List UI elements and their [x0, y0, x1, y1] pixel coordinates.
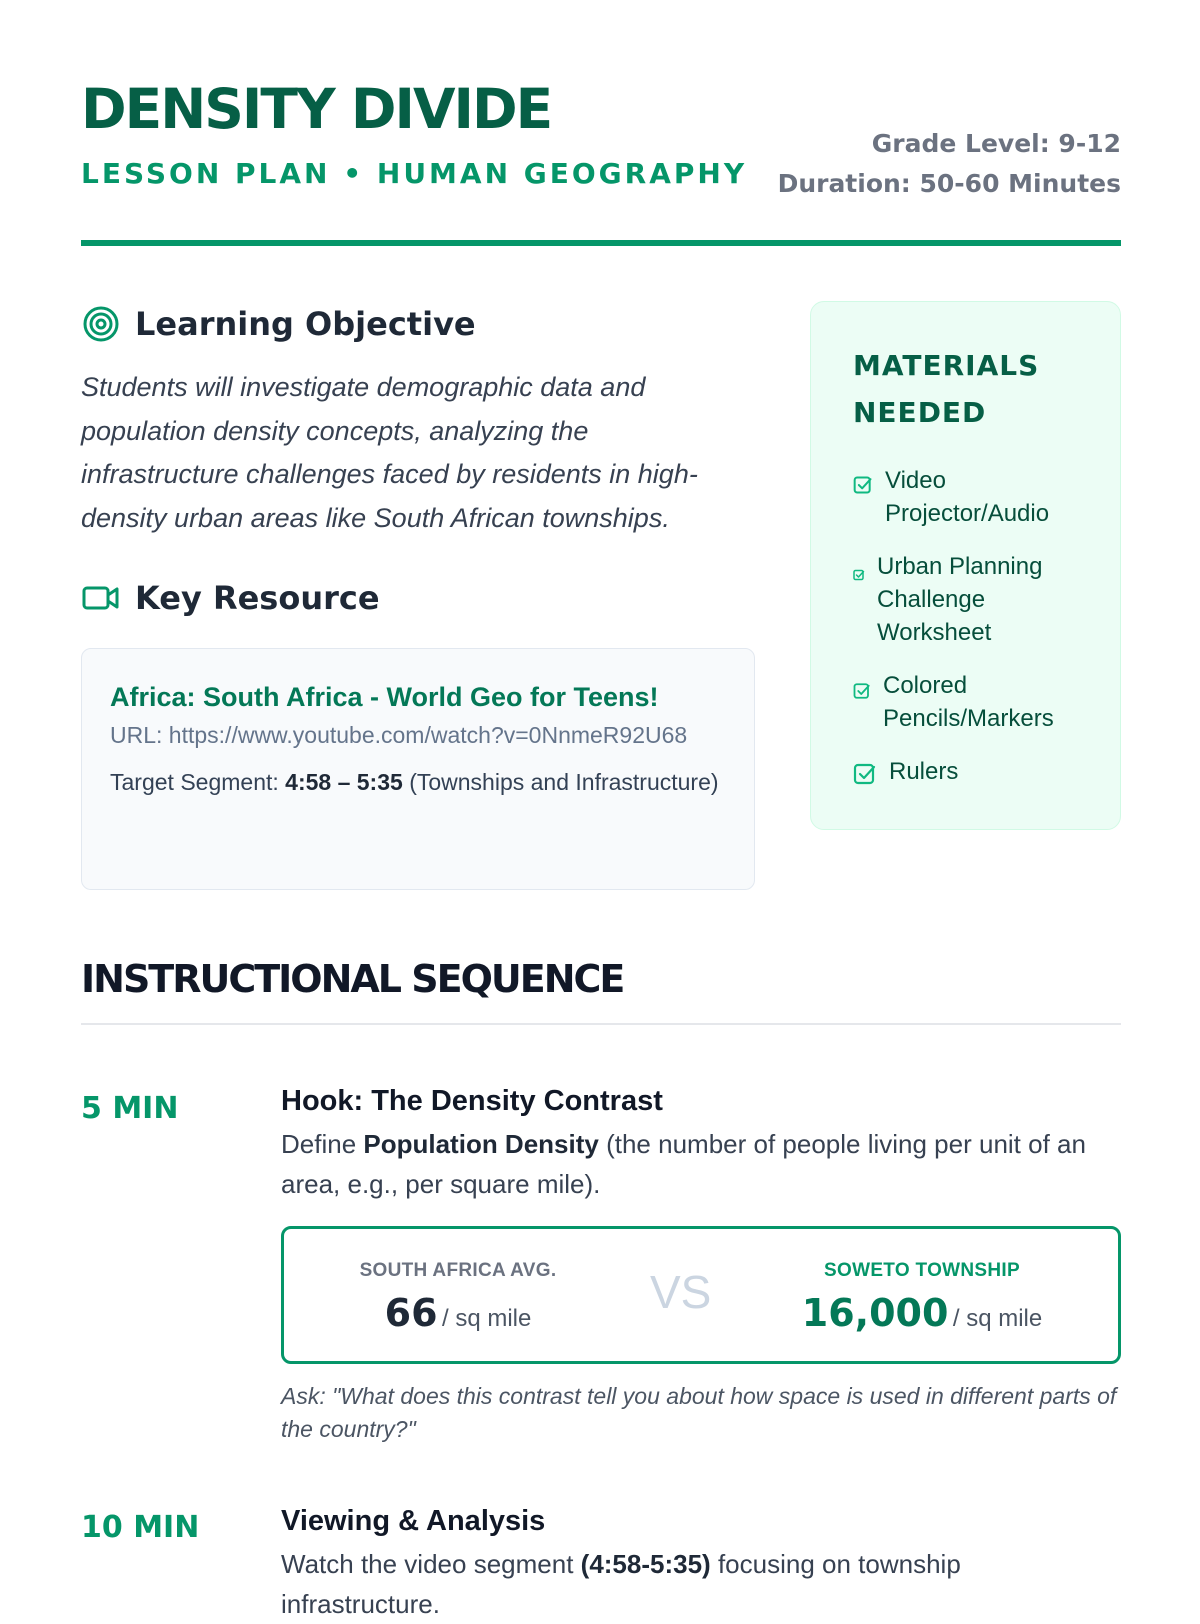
check-square-icon — [853, 762, 877, 795]
target-icon — [81, 304, 121, 344]
step-text-pre: Define — [281, 1129, 357, 1159]
material-label: Video Projector/Audio — [885, 467, 1050, 527]
grade-level: Grade Level: 9-12 — [871, 129, 1121, 158]
video-camera-icon — [81, 578, 121, 618]
header-divider — [81, 240, 1121, 246]
url-value[interactable]: https://www.youtube.com/watch?v=0NnmeR92U68 — [168, 722, 688, 748]
step-text-bold: (4:58-5:35) — [580, 1549, 711, 1579]
step-text-bold: Population Density — [363, 1129, 599, 1159]
resource-title-link[interactable]: Africa: South Africa - World Geo for Teens! — [110, 682, 659, 712]
page-subtitle: LESSON PLAN • HUMAN GEOGRAPHY — [81, 157, 748, 190]
page-title: DENSITY DIVIDE — [81, 77, 552, 141]
segment-label: Target Segment: — [110, 769, 279, 795]
comparison-left-number: 66 — [384, 1291, 438, 1335]
step-time: 5 MIN — [81, 1091, 179, 1126]
material-item — [853, 755, 1082, 795]
materials-heading: MATERIALS NEEDED — [853, 349, 1040, 429]
duration: Duration: 50-60 Minutes — [777, 169, 1121, 198]
comparison-right-unit: / sq mile — [952, 1305, 1043, 1332]
comparison-left-label: SOUTH AFRICA AVG. — [359, 1260, 557, 1281]
check-square-icon — [853, 557, 865, 590]
sequence-heading: INSTRUCTIONAL SEQUENCE — [81, 957, 624, 1001]
resource-heading — [81, 576, 380, 620]
density-comparison — [281, 1226, 1121, 1364]
material-label: Urban Planning Challenge Worksheet — [877, 553, 1043, 646]
objective-heading — [81, 302, 476, 346]
step-text-post: focusing on township infrastructure. — [281, 1549, 961, 1619]
step-body — [281, 1502, 1121, 1624]
target-segment — [110, 766, 726, 799]
discussion-question: Ask: "What does this contrast tell you about how space is used in different parts of the country?" — [281, 1383, 1117, 1442]
step-text — [281, 1124, 1121, 1204]
sequence-divider — [81, 1023, 1121, 1025]
material-item — [853, 550, 1082, 649]
comparison-right-label: SOWETO TOWNSHIP — [824, 1260, 1020, 1281]
check-square-icon — [853, 471, 873, 504]
step-time: 10 MIN — [81, 1510, 200, 1545]
segment-time: 4:58 – 5:35 — [285, 769, 403, 795]
material-item — [853, 669, 1082, 735]
lesson-plan-page — [81, 0, 1121, 1619]
lesson-meta — [778, 124, 1121, 204]
step-body — [281, 1082, 1121, 1204]
comparison-right-number: 16,000 — [801, 1291, 949, 1335]
step-title: Viewing & Analysis — [281, 1505, 546, 1537]
url-label: URL: — [110, 722, 163, 748]
comparison-right — [772, 1259, 1072, 1346]
resource-card — [81, 648, 755, 890]
comparison-vs: VS — [650, 1266, 712, 1318]
segment-desc: (Townships and Infrastructure) — [409, 769, 719, 795]
material-label: Rulers — [889, 758, 959, 785]
comparison-right-value — [772, 1289, 1072, 1346]
check-square-icon — [853, 676, 871, 709]
step-text-post: (the number of people living per unit of an area, e.g., per square mile). — [281, 1129, 1086, 1199]
materials-list — [853, 464, 1082, 795]
materials-card — [810, 301, 1121, 830]
step-title: Hook: The Density Contrast — [281, 1085, 663, 1117]
objective-text: Students will investigate demographic data and population density concepts, analyzing the infrastructure challenges faced by residents in high-density urban areas like South African townships. — [81, 372, 698, 533]
comparison-left-unit: / sq mile — [441, 1305, 532, 1332]
resource-url[interactable] — [110, 719, 726, 752]
material-item — [853, 464, 1082, 530]
comparison-left — [308, 1259, 608, 1346]
step-text — [281, 1544, 1121, 1624]
material-label: Colored Pencils/Markers — [883, 672, 1054, 732]
objective-heading-label: Learning Objective — [135, 305, 476, 343]
comparison-left-value — [308, 1289, 608, 1346]
resource-heading-label: Key Resource — [135, 579, 380, 617]
step-text-pre: Watch the video segment — [281, 1549, 574, 1579]
